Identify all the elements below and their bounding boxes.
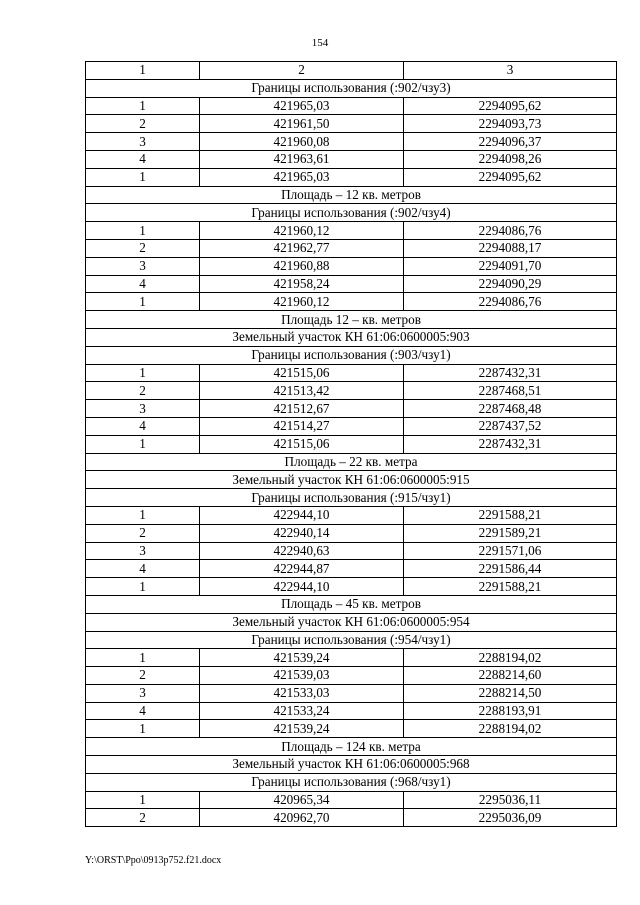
point-number-cell: 1 [86,791,200,809]
x-coordinate-cell: 421965,03 [200,97,404,115]
table-row [86,684,617,702]
y-coordinate-cell: 2295036,09 [404,809,617,827]
section-heading: Границы использования (:902/чзу3) [86,79,617,97]
section-heading: Земельный участок КН 61:06:0600005:954 [86,613,617,631]
x-coordinate-cell: 421514,27 [200,417,404,435]
y-coordinate-cell: 2294098,26 [404,150,617,168]
x-coordinate-cell: 421512,67 [200,400,404,418]
x-coordinate-cell: 422944,10 [200,578,404,596]
section-heading: Площадь 12 – кв. метров [86,311,617,329]
table-row [86,702,617,720]
x-coordinate-cell: 421960,12 [200,293,404,311]
table-row [86,791,617,809]
table-row [86,524,617,542]
y-coordinate-cell: 2294095,62 [404,168,617,186]
x-coordinate-cell: 420965,34 [200,791,404,809]
table-row [86,417,617,435]
footer-file-path: Y:\ORST\Ppo\0913p752.f21.docx [85,855,222,866]
table-row [86,364,617,382]
table-row [86,257,617,275]
coordinates-table-body [86,62,617,827]
header-cell-2: 2 [200,62,404,80]
section-heading: Земельный участок КН 61:06:0600005:968 [86,756,617,774]
section-heading: Границы использования (:954/чзу1) [86,631,617,649]
point-number-cell: 1 [86,364,200,382]
point-number-cell: 1 [86,168,200,186]
x-coordinate-cell: 421533,03 [200,684,404,702]
section-heading: Земельный участок КН 61:06:0600005:903 [86,328,617,346]
section-row [86,738,617,756]
x-coordinate-cell: 422944,10 [200,506,404,524]
section-heading: Границы использования (:903/чзу1) [86,346,617,364]
table-row [86,97,617,115]
y-coordinate-cell: 2294096,37 [404,133,617,151]
table-row [86,293,617,311]
x-coordinate-cell: 421960,08 [200,133,404,151]
section-row [86,631,617,649]
section-row [86,328,617,346]
table-row [86,578,617,596]
table-row [86,720,617,738]
table-row [86,168,617,186]
point-number-cell: 4 [86,702,200,720]
point-number-cell: 2 [86,239,200,257]
y-coordinate-cell: 2291588,21 [404,506,617,524]
section-row [86,471,617,489]
x-coordinate-cell: 421961,50 [200,115,404,133]
point-number-cell: 4 [86,417,200,435]
table-row [86,115,617,133]
y-coordinate-cell: 2294088,17 [404,239,617,257]
point-number-cell: 3 [86,400,200,418]
section-heading: Площадь – 22 кв. метра [86,453,617,471]
x-coordinate-cell: 421962,77 [200,239,404,257]
table-row [86,560,617,578]
x-coordinate-cell: 421533,24 [200,702,404,720]
x-coordinate-cell: 422940,14 [200,524,404,542]
y-coordinate-cell: 2288194,02 [404,649,617,667]
point-number-cell: 1 [86,720,200,738]
y-coordinate-cell: 2294093,73 [404,115,617,133]
y-coordinate-cell: 2294091,70 [404,257,617,275]
point-number-cell: 1 [86,97,200,115]
x-coordinate-cell: 422940,63 [200,542,404,560]
y-coordinate-cell: 2287432,31 [404,364,617,382]
header-cell-1: 1 [86,62,200,80]
table-row [86,667,617,685]
y-coordinate-cell: 2294095,62 [404,97,617,115]
x-coordinate-cell: 421963,61 [200,150,404,168]
x-coordinate-cell: 421539,24 [200,720,404,738]
table-row [86,400,617,418]
section-heading: Земельный участок КН 61:06:0600005:915 [86,471,617,489]
table-row [86,506,617,524]
y-coordinate-cell: 2288214,60 [404,667,617,685]
table-row [86,649,617,667]
x-coordinate-cell: 421513,42 [200,382,404,400]
y-coordinate-cell: 2287468,48 [404,400,617,418]
point-number-cell: 2 [86,667,200,685]
point-number-cell: 1 [86,435,200,453]
table-row [86,239,617,257]
y-coordinate-cell: 2294090,29 [404,275,617,293]
y-coordinate-cell: 2291588,21 [404,578,617,596]
x-coordinate-cell: 421539,03 [200,667,404,685]
point-number-cell: 2 [86,382,200,400]
point-number-cell: 4 [86,560,200,578]
x-coordinate-cell: 422944,87 [200,560,404,578]
table-row [86,222,617,240]
point-number-cell: 2 [86,809,200,827]
section-row [86,186,617,204]
section-heading: Площадь – 12 кв. метров [86,186,617,204]
y-coordinate-cell: 2291586,44 [404,560,617,578]
table-row [86,133,617,151]
table-header-row [86,62,617,80]
point-number-cell: 2 [86,115,200,133]
section-heading: Границы использования (:968/чзу1) [86,773,617,791]
section-row [86,311,617,329]
point-number-cell: 3 [86,133,200,151]
point-number-cell: 3 [86,684,200,702]
point-number-cell: 2 [86,524,200,542]
section-row [86,204,617,222]
section-heading: Площадь – 45 кв. метров [86,595,617,613]
y-coordinate-cell: 2288214,50 [404,684,617,702]
y-coordinate-cell: 2287432,31 [404,435,617,453]
point-number-cell: 1 [86,506,200,524]
x-coordinate-cell: 421965,03 [200,168,404,186]
section-heading: Границы использования (:902/чзу4) [86,204,617,222]
y-coordinate-cell: 2287437,52 [404,417,617,435]
point-number-cell: 1 [86,293,200,311]
x-coordinate-cell: 421960,88 [200,257,404,275]
point-number-cell: 1 [86,649,200,667]
y-coordinate-cell: 2294086,76 [404,222,617,240]
header-cell-3: 3 [404,62,617,80]
x-coordinate-cell: 421515,06 [200,435,404,453]
section-row [86,489,617,507]
y-coordinate-cell: 2294086,76 [404,293,617,311]
point-number-cell: 3 [86,257,200,275]
point-number-cell: 4 [86,150,200,168]
page-number: 154 [311,37,329,49]
y-coordinate-cell: 2291589,21 [404,524,617,542]
table-row [86,435,617,453]
coordinates-table [85,61,617,827]
section-row [86,756,617,774]
table-row [86,382,617,400]
section-row [86,79,617,97]
section-heading: Площадь – 124 кв. метра [86,738,617,756]
section-row [86,453,617,471]
point-number-cell: 1 [86,578,200,596]
y-coordinate-cell: 2287468,51 [404,382,617,400]
table-row [86,809,617,827]
x-coordinate-cell: 420962,70 [200,809,404,827]
x-coordinate-cell: 421958,24 [200,275,404,293]
section-row [86,595,617,613]
section-heading: Границы использования (:915/чзу1) [86,489,617,507]
section-row [86,613,617,631]
section-row [86,346,617,364]
table-row [86,542,617,560]
x-coordinate-cell: 421960,12 [200,222,404,240]
table-row [86,150,617,168]
y-coordinate-cell: 2291571,06 [404,542,617,560]
point-number-cell: 1 [86,222,200,240]
point-number-cell: 3 [86,542,200,560]
x-coordinate-cell: 421515,06 [200,364,404,382]
y-coordinate-cell: 2288194,02 [404,720,617,738]
section-row [86,773,617,791]
x-coordinate-cell: 421539,24 [200,649,404,667]
point-number-cell: 4 [86,275,200,293]
y-coordinate-cell: 2288193,91 [404,702,617,720]
y-coordinate-cell: 2295036,11 [404,791,617,809]
table-row [86,275,617,293]
